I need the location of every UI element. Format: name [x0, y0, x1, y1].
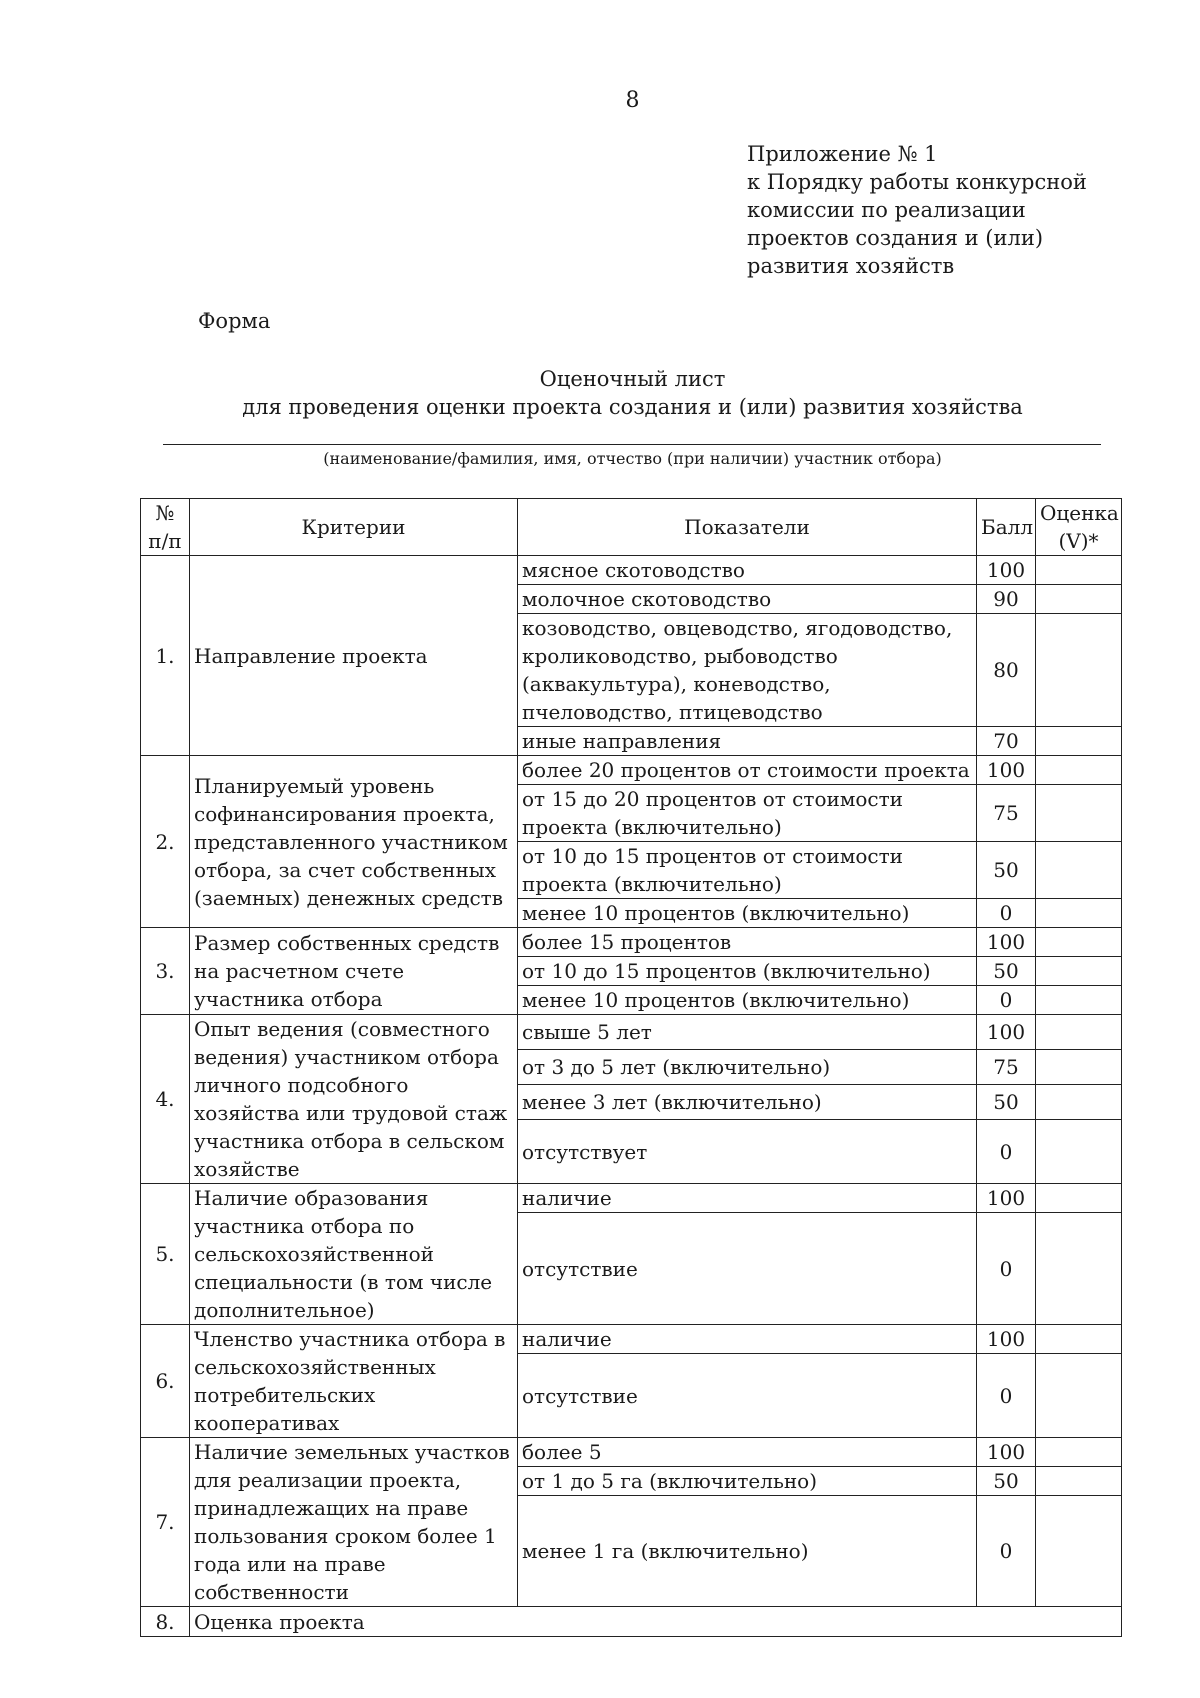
indicator-line: от 10 до 15 процентов (включительно) — [522, 959, 931, 983]
indicator-line: менее 10 процентов (включительно) — [522, 901, 910, 925]
points-cell: 100 — [977, 928, 1036, 957]
header-evaluation-line: Оценка — [1040, 501, 1119, 525]
evaluation-cell[interactable] — [1036, 1496, 1122, 1607]
points-cell: 0 — [977, 1496, 1036, 1607]
table-row — [141, 556, 1122, 585]
evaluation-table — [140, 498, 1122, 1637]
row-number: 1. — [141, 556, 190, 756]
evaluation-cell[interactable] — [1036, 928, 1122, 957]
points-cell: 90 — [977, 585, 1036, 614]
indicator-cell — [518, 1120, 977, 1184]
evaluation-cell[interactable] — [1036, 1213, 1122, 1325]
indicator-cell — [518, 1325, 977, 1354]
indicator-line: иные направления — [522, 729, 722, 753]
points-cell: 0 — [977, 1213, 1036, 1325]
indicator-cell — [518, 1015, 977, 1050]
points-cell: 75 — [977, 785, 1036, 842]
indicator-cell — [518, 614, 977, 727]
table-row — [141, 1325, 1122, 1354]
header-evaluation — [1036, 499, 1122, 556]
points-cell: 70 — [977, 727, 1036, 756]
indicator-line: проекта (включительно) — [522, 872, 782, 896]
indicator-cell — [518, 1213, 977, 1325]
criterion-cell: Планируемый уровень софинансирования проекта, представленного участником отбора, за счет собственных (заемных) денежных средств — [190, 756, 518, 928]
criterion-cell: Членство участника отбора в сельскохозяйственных потребительских кооперативах — [190, 1325, 518, 1438]
indicator-line: пчеловодство, птицеводство — [522, 700, 823, 724]
title-line-1: Оценочный лист — [539, 367, 726, 391]
indicator-cell — [518, 785, 977, 842]
evaluation-cell[interactable] — [1036, 1085, 1122, 1120]
participant-name-line — [163, 444, 1101, 445]
indicator-cell — [518, 756, 977, 785]
points-cell: 100 — [977, 1325, 1036, 1354]
header-points: Балл — [977, 499, 1036, 556]
indicator-line: более 15 процентов — [522, 930, 732, 954]
page-number: 8 — [625, 88, 640, 113]
indicator-cell — [518, 1050, 977, 1085]
points-cell: 0 — [977, 1354, 1036, 1438]
points-cell: 100 — [977, 1015, 1036, 1050]
evaluation-cell[interactable] — [1036, 986, 1122, 1015]
indicator-line: кролиководство, рыбоводство — [522, 644, 838, 668]
header-num-line: № — [155, 501, 175, 525]
title-line-2: для проведения оценки проекта создания и (или) развития хозяйства — [242, 395, 1023, 419]
indicator-line: более 20 процентов от стоимости проекта — [522, 758, 970, 782]
table-row — [141, 1184, 1122, 1213]
points-cell: 0 — [977, 1120, 1036, 1184]
indicator-line: козоводство, овцеводство, ягодоводство, — [522, 616, 953, 640]
evaluation-cell[interactable] — [1036, 1184, 1122, 1213]
indicator-cell — [518, 556, 977, 585]
indicator-line: наличие — [522, 1186, 612, 1210]
indicator-cell — [518, 1184, 977, 1213]
criterion-cell: Наличие образования участника отбора по сельскохозяйственной специальности (в том числе дополнительное) — [190, 1184, 518, 1325]
indicator-cell — [518, 1438, 977, 1467]
appendix-line: развития хозяйств — [747, 254, 955, 278]
indicator-line: мясное скотоводство — [522, 558, 745, 582]
row-number: 4. — [141, 1015, 190, 1184]
indicator-line: отсутствие — [522, 1256, 638, 1281]
indicator-line: свыше 5 лет — [522, 1020, 652, 1044]
points-cell: 50 — [977, 957, 1036, 986]
indicator-cell — [518, 1496, 977, 1607]
indicator-cell — [518, 727, 977, 756]
points-cell: 75 — [977, 1050, 1036, 1085]
indicator-line: от 1 до 5 га (включительно) — [522, 1469, 817, 1494]
evaluation-cell[interactable] — [1036, 1015, 1122, 1050]
points-cell: 100 — [977, 756, 1036, 785]
evaluation-cell[interactable] — [1036, 785, 1122, 842]
criterion-cell: Направление проекта — [190, 556, 518, 756]
indicator-line: проекта (включительно) — [522, 815, 782, 839]
indicator-line: молочное скотоводство — [522, 587, 772, 611]
table-row — [141, 928, 1122, 957]
evaluation-cell[interactable] — [1036, 756, 1122, 785]
indicator-line: менее 1 га (включительно) — [522, 1539, 809, 1564]
evaluation-cell[interactable] — [1036, 585, 1122, 614]
indicator-line: менее 10 процентов (включительно) — [522, 988, 910, 1012]
evaluation-cell[interactable] — [1036, 614, 1122, 727]
evaluation-cell[interactable] — [1036, 899, 1122, 928]
indicator-cell — [518, 957, 977, 986]
appendix-line: комиссии по реализации — [747, 198, 1026, 222]
table-row — [141, 1015, 1122, 1050]
points-cell: 50 — [977, 1085, 1036, 1120]
header-indicators: Показатели — [518, 499, 977, 556]
evaluation-cell[interactable] — [1036, 1325, 1122, 1354]
points-cell: 100 — [977, 556, 1036, 585]
evaluation-cell[interactable] — [1036, 1438, 1122, 1467]
participant-name-caption: (наименование/фамилия, имя, отчество (при наличии) участник отбора) — [323, 449, 942, 468]
indicator-cell — [518, 842, 977, 899]
indicator-cell — [518, 899, 977, 928]
indicator-line: от 15 до 20 процентов от стоимости — [522, 787, 904, 811]
points-cell: 100 — [977, 1184, 1036, 1213]
appendix-note — [747, 140, 1087, 280]
appendix-line: Приложение № 1 — [747, 142, 938, 166]
indicator-cell — [518, 986, 977, 1015]
evaluation-cell[interactable] — [1036, 556, 1122, 585]
criterion-cell: Размер собственных средств на расчетном счете участника отбора — [190, 928, 518, 1015]
indicator-line: более 5 — [522, 1440, 602, 1465]
header-evaluation-line: (V)* — [1058, 529, 1099, 553]
evaluation-cell[interactable] — [1036, 1050, 1122, 1085]
indicator-cell — [518, 1467, 977, 1496]
points-cell: 0 — [977, 986, 1036, 1015]
document-title — [0, 365, 1200, 421]
points-cell: 100 — [977, 1438, 1036, 1467]
row-number: 2. — [141, 756, 190, 928]
evaluation-cell[interactable] — [1036, 957, 1122, 986]
indicator-cell — [518, 585, 977, 614]
indicator-line: отсутствие — [522, 1383, 638, 1408]
criterion-cell: Опыт ведения (совместного ведения) участником отбора личного подсобного хозяйства или трудовой стаж участника отбора в сельском хозяйстве — [190, 1015, 518, 1184]
indicator-line: отсутствует — [522, 1139, 648, 1164]
table-header-row — [141, 499, 1122, 556]
row-number: 8. — [141, 1607, 190, 1637]
row-number: 6. — [141, 1325, 190, 1438]
header-criteria: Критерии — [190, 499, 518, 556]
points-cell: 50 — [977, 1467, 1036, 1496]
criterion-cell: Наличие земельных участков для реализации проекта, принадлежащих на праве пользования сроком более 1 года или на праве собственности — [190, 1438, 518, 1607]
table-row — [141, 1607, 1122, 1637]
indicator-line: от 10 до 15 процентов от стоимости — [522, 844, 904, 868]
appendix-line: к Порядку работы конкурсной — [747, 170, 1087, 194]
points-cell: 80 — [977, 614, 1036, 727]
indicator-line: (аквакультура), коневодство, — [522, 672, 831, 696]
appendix-line: проектов создания и (или) — [747, 226, 1044, 250]
evaluation-cell[interactable] — [1036, 1467, 1122, 1496]
evaluation-cell[interactable] — [1036, 842, 1122, 899]
evaluation-cell[interactable] — [1036, 1354, 1122, 1438]
table-row — [141, 1438, 1122, 1467]
form-label: Форма — [198, 309, 271, 333]
indicator-line: наличие — [522, 1327, 612, 1351]
evaluation-cell[interactable] — [1036, 1120, 1122, 1184]
indicator-cell — [518, 928, 977, 957]
indicator-line: менее 3 лет (включительно) — [522, 1090, 822, 1114]
row-number: 3. — [141, 928, 190, 1015]
points-cell: 50 — [977, 842, 1036, 899]
row-number: 7. — [141, 1438, 190, 1607]
criterion-cell: Оценка проекта — [190, 1607, 1122, 1637]
indicator-cell — [518, 1085, 977, 1120]
table-row — [141, 756, 1122, 785]
evaluation-cell[interactable] — [1036, 727, 1122, 756]
points-cell: 0 — [977, 899, 1036, 928]
row-number: 5. — [141, 1184, 190, 1325]
indicator-line: от 3 до 5 лет (включительно) — [522, 1055, 831, 1079]
header-num-line: п/п — [148, 529, 182, 553]
header-num — [141, 499, 190, 556]
indicator-cell — [518, 1354, 977, 1438]
